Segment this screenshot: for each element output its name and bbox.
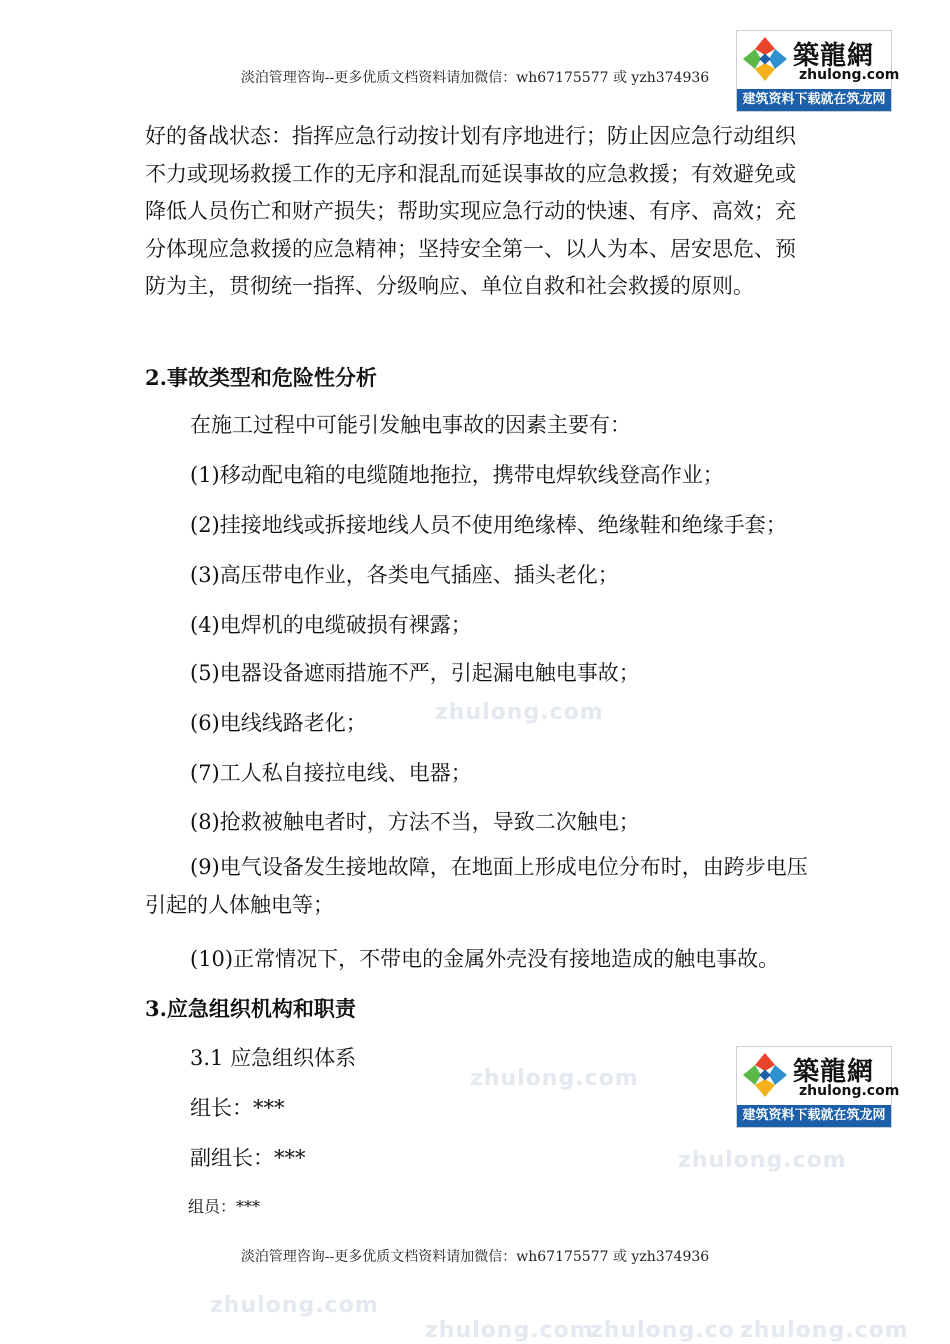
vice-leader-line: 副组长：*** — [190, 1146, 306, 1170]
section-2-lead: 在施工过程中可能引发触电事故的因素主要有： — [190, 413, 631, 437]
section-3-1-heading: 3.1 应急组织体系 — [190, 1046, 357, 1070]
watermark: zhulong.com — [210, 1293, 379, 1318]
logo-title: 築龍網 — [793, 1057, 875, 1087]
list-item: (5)电器设备遮雨措施不严，引起漏电触电事故； — [190, 661, 640, 685]
diamond-logo-icon — [741, 1051, 789, 1099]
list-item: (6)电线线路老化； — [190, 711, 367, 735]
watermark: zhulong.com — [425, 1318, 594, 1343]
logo-slogan: 建筑资料下载就在筑龙网 — [737, 1105, 891, 1127]
intro-paragraph: 好的备战状态：指挥应急行动按计划有序地进行；防止因应急行动组织不力或现场救援工作的无序和混乱而延误事故的应急救援；有效避免或降低人员伤亡和财产损失；帮助实现应急行动的快速、有序、高效；充分体现应急救援的应急精神；坚持安全第一、以人为本、居安思危、预防为主，贯彻统一指挥、分级响应、单位自救和社会救援的原则。 — [145, 124, 796, 298]
logo-domain: zhulong.com — [799, 1083, 900, 1099]
section-3-heading: 3.应急组织机构和职责 — [145, 996, 356, 1021]
list-item: (9)电气设备发生接地故障，在地面上形成电位分布时，由跨步电压引起的人体触电等； — [145, 855, 808, 917]
page-header: 淡泊管理咨询--更多优质文档资料请加微信：wh67175577 或 yzh374936 — [240, 70, 710, 86]
watermark: zhulong.com — [435, 700, 604, 725]
watermark: zhulong.com — [678, 1148, 847, 1173]
zhulong-logo — [736, 1046, 900, 1128]
list-item: (2)挂接地线或拆接地线人员不使用绝缘棒、绝缘鞋和绝缘手套； — [190, 513, 787, 537]
zhulong-logo — [736, 30, 900, 112]
members-line: 组员：*** — [188, 1197, 261, 1216]
list-item: (1)移动配电箱的电缆随地拖拉，携带电焊软线登高作业； — [190, 463, 724, 487]
list-item: (10)正常情况下，不带电的金属外壳没有接地造成的触电事故。 — [190, 947, 780, 971]
watermark: zhulong.co — [590, 1318, 735, 1343]
list-item: (8)抢救被触电者时，方法不当，导致二次触电； — [190, 810, 640, 834]
page-footer: 淡泊管理咨询--更多优质文档资料请加微信：wh67175577 或 yzh374936 — [240, 1249, 710, 1265]
list-item: (3)高压带电作业，各类电气插座、插头老化； — [190, 563, 619, 587]
watermark: zhulong.com — [740, 1318, 909, 1343]
list-item: (7)工人私自接拉电线、电器； — [190, 761, 472, 785]
watermark: zhulong.com — [470, 1066, 639, 1091]
list-item: (4)电焊机的电缆破损有裸露； — [190, 613, 472, 637]
diamond-logo-icon — [741, 35, 789, 83]
leader-line: 组长：*** — [190, 1096, 285, 1120]
section-2-heading: 2.事故类型和危险性分析 — [145, 365, 377, 390]
logo-title: 築龍網 — [793, 41, 875, 71]
logo-slogan: 建筑资料下载就在筑龙网 — [737, 89, 891, 111]
logo-domain: zhulong.com — [799, 67, 900, 83]
